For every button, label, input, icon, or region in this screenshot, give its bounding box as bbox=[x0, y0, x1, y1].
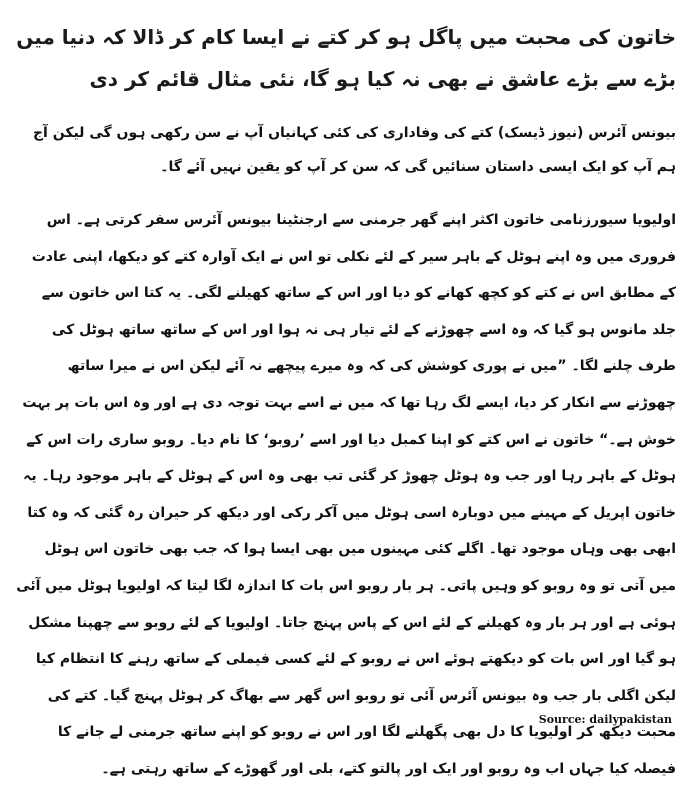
article-title: خاتون کی محبت میں پاگل ہو کر کتے نے ایسا کام کر ڈالا کہ دنیا میں بڑے سے بڑے عاشق نے بھی نہ کیا ہو گا، نئی مثال قائم کر دی bbox=[16, 25, 676, 91]
source-credit: Source: dailypakistan bbox=[538, 713, 672, 726]
article-intro: بیونس آئرس (نیوز ڈیسک) کتے کی وفاداری کی کئی کہانیاں آپ نے سن رکھی ہوں گی لیکن آج ہم آپ کو ایک ایسی داستان سنائیں گی کہ سن کر آپ کو یقین نہیں آئے گا۔ bbox=[32, 125, 676, 175]
article-body: اولیویا سیورزنامی خاتون اکثر اپنے گھر جرمنی سے ارجنٹینا بیونس آئرس سفر کرتی ہے۔ اس فروری میں وہ اپنے ہوٹل کے باہر سیر کے لئے نکلی تو اس نے ایک آوارہ کتے کو دیکھا، اپنی عادت کے مطابق اس نے کتے کو کچھ کھانے کو دیا اور اس کے ساتھ کھیلنے لگی۔ یہ کتا اس خاتون سے جلد مانوس ہو گیا کہ وہ اسے چھوڑنے کے لئے تیار ہی نہ ہوا اور اس کے ساتھ ساتھ ہوٹل کی طرف چلنے لگا۔ ”میں نے پوری کوشش کی کہ وہ میرے پیچھے نہ آئے لیکن اس نے میرا ساتھ چھوڑنے سے انکار کر دیا، ایسے لگ رہا تھا کہ میں نے اسے بہت توجہ دی ہے اور وہ اس بات پر بہت خوش ہے۔“ خاتون نے اس کتے کو اپنا کمبل دیا اور اسے ’روبو‘ کا نام دیا۔ روبو ساری رات اس کے ہوٹل کے باہر رہا اور جب وہ ہوٹل چھوڑ کر گئی تب بھی وہ اس کے ہوٹل کے باہر موجود رہا۔ یہ خاتون اپریل کے مہینے میں دوبارہ اسی ہوٹل میں آکر رکی اور دیکھ کر حیران رہ گئی کہ وہ کتا ابھی بھی وہاں موجود تھا۔ اگلے کئی مہینوں میں بھی ایسا ہوا کہ جب بھی خاتون اس ہوٹل میں آتی تو وہ روبو کو وہیں پاتی۔ ہر بار روبو اس بات کا اندازہ لگا لیتا کہ اولیویا ہوٹل میں آئی ہوئی ہے اور ہر بار وہ کھیلنے کے لئے اس کے پاس پہنچ جاتا۔ اولیویا کے لئے روبو سے چھپنا مشکل ہو گیا اور اس بات کو دیکھتے ہوئے اس نے روبو کے لئے کسی فیملی کے ساتھ رہنے کا انتظام کیا لیکن اگلی بار جب وہ بیونس آئرس آئی تو روبو اس گھر سے بھاگ کر ہوٹل پہنچ گیا۔ کتے کی محبت دیکھ کر اولیویا کا دل بھی پگھلنے لگا اور اس نے روبو کو اپنے ساتھ جرمنی لے جانے کا فیصلہ کیا جہاں اب وہ روبو اور ایک اور پالتو کتے، بلی اور گھوڑے کے ساتھ رہتی ہے۔ bbox=[16, 212, 676, 777]
